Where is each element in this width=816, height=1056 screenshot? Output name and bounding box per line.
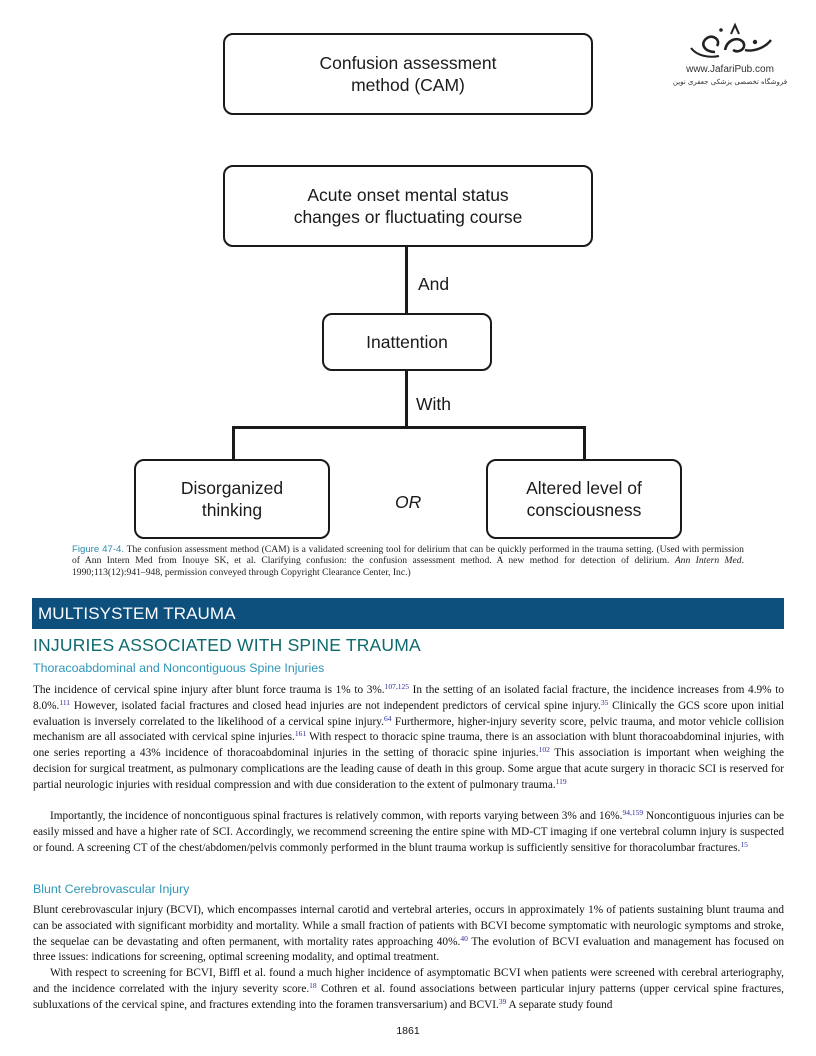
reference-citation[interactable]: 102	[538, 745, 550, 755]
box-cam	[223, 33, 593, 115]
caption-journal: Ann Intern Med	[674, 555, 742, 567]
reference-citation[interactable]: 39	[498, 996, 507, 1006]
section-heading: INJURIES ASSOCIATED WITH SPINE TRAUMA	[33, 635, 421, 655]
sentence: Cothren et al. found associations between particular injury patterns (upper cervical spine fractures, subluxations of the cervical spine, and fractures extending into the foramen transversarium) and BCVI.	[33, 982, 784, 1011]
sentence: The incidence of cervical spine injury after blunt force trauma is 1% to 3%.	[33, 684, 385, 696]
paragraph	[33, 966, 784, 1013]
reference-citation[interactable]: 40	[460, 933, 468, 943]
box-disorganized-thinking	[134, 459, 330, 539]
sentence: Clinically the GCS score upon initial evaluation is inversely correlated to the likelihood of a cervical spine injury.	[33, 699, 784, 728]
sentence: In the setting of an isolated facial fracture, the incidence increases from 4.9% to 8.0%.	[33, 684, 784, 712]
box-altered-line-2: consciousness	[526, 500, 642, 520]
subsection-heading-thoracoabdominal: Thoracoabdominal and Noncontiguous Spine Injuries	[33, 661, 325, 675]
box-cam-line-2: method (CAM)	[351, 75, 465, 95]
reference-citation[interactable]: 15	[740, 839, 748, 849]
reference-citation[interactable]: 64	[383, 713, 392, 723]
reference-citation[interactable]: 18	[309, 980, 317, 990]
box-cam-line-1: Confusion assessment	[319, 53, 497, 73]
connector-label-and: And	[418, 274, 450, 294]
caption-citation: . 1990;113(12):941–948, permission conveyed through Copyright Clearance Center, Inc.)	[72, 555, 744, 578]
figure-label: Figure 47-4.	[72, 544, 125, 555]
reference-citation[interactable]: 161	[294, 729, 307, 739]
logo-url: www.JafariPub.com	[686, 64, 774, 75]
reference-citation[interactable]: 35	[600, 697, 609, 707]
reference-citation[interactable]: 107,125	[384, 682, 409, 691]
branch-left-drop	[232, 426, 235, 461]
box-acute-onset	[223, 165, 593, 247]
connector-inattention-branch	[405, 370, 408, 428]
connector-label-or: OR	[395, 492, 422, 512]
subsection-heading-bcvi: Blunt Cerebrovascular Injury	[33, 882, 190, 896]
branch-horizontal	[232, 426, 586, 429]
sentence: However, isolated facial fractures and closed head injuries are not independent predictors of cervical spine injury.	[70, 699, 601, 712]
sentence: With respect to thoracic spine trauma, there is an association with blunt thoracoabdominal injuries, with one series reporting a 43% incidence of thoracoabdominal injuries in the setting of thoracic spine injuries.	[33, 731, 784, 760]
box-disorganized-line-2: thinking	[201, 500, 263, 520]
chapter-banner: MULTISYSTEM TRAUMA	[32, 598, 784, 629]
branch-right-drop	[583, 426, 586, 461]
sentence: The evolution of BCVI evaluation and management has focused on three issues: indications for screening, optimal screening modality, and optimal treatment.	[33, 935, 784, 964]
sentence: A separate study found	[506, 998, 613, 1011]
connector-label-with: With	[416, 394, 451, 414]
sentence: Importantly, the incidence of noncontiguous spinal fractures is relatively common, with reports varying between 3% and 16%.	[50, 810, 623, 822]
sentence: With respect to screening for BCVI, Biffl et al. found a much higher incidence of asymptomatic BCVI when patients were screened with cerebral arteriography, and the incidence correlated with the injury severity score.	[33, 967, 784, 995]
sentence: Furthermore, higher-injury severity score, pelvic trauma, and motor vehicle collision mechanism are all associated with cervical spine injuries.	[33, 715, 784, 744]
sentence: This association is important when weighing the decision for surgical treatment, as pulmonary complications are the leading cause of death in this group. Some argue that acute surgery in thoracic SCI is reserved for partial neurologic injuries with residual compression and with due consideration to the extent of pulmonary trauma.	[33, 747, 785, 791]
paragraph	[33, 683, 784, 794]
box-disorganized-line-1: Disorganized	[180, 478, 284, 498]
box-inattention-label: Inattention	[366, 332, 448, 352]
box-altered-line-1: Altered level of	[526, 478, 642, 498]
reference-citation[interactable]: 94,159	[622, 808, 644, 817]
paragraph	[33, 809, 784, 856]
box-altered-consciousness	[486, 459, 682, 539]
figure-caption	[72, 544, 744, 578]
reference-citation[interactable]: 119	[555, 776, 567, 786]
box-acute-line-2: changes or fluctuating course	[293, 207, 523, 227]
sentence: Blunt cerebrovascular injury (BCVI), which encompasses internal carotid and vertebral arteries, occurs in approximately 1% of patients sustaining blunt trauma and can be associated with significant morbidity and mortality. While a small fraction of patients with BCVI become symptomatic with neurologic symptoms and stroke, the sequelae can be devastating and often permanent, with mortality rates approaching 40%.	[33, 904, 784, 948]
page-number: 1861	[396, 1025, 420, 1037]
paragraph	[33, 903, 784, 966]
logo-tagline: فروشگاه تخصصی پزشکی جعفری نوین	[672, 78, 788, 86]
sentence: Noncontiguous injuries can be easily missed and have a higher rate of SCI. Accordingly, we recommend screening the entire spine with MD-CT imaging if one vertebral column injury is suspected or found. A screening CT of the chest/abdomen/pelvis commonly performed in the blunt trauma workup is sufficiently sensitive for thoracolumbar fractures.	[33, 810, 784, 854]
connector-acute-inattention	[405, 246, 408, 314]
caption-text: The confusion assessment method (CAM) is a validated screening tool for delirium that can be quickly performed in the trauma setting. (Used with permission of Ann Intern Med from Inouye SK, et al. Clarifying confusion: the confusion assessment method. A new method for detection of delirium.	[72, 544, 744, 567]
box-acute-line-1: Acute onset mental status	[307, 185, 509, 205]
reference-citation[interactable]: 111	[59, 697, 71, 707]
box-inattention	[322, 313, 492, 371]
